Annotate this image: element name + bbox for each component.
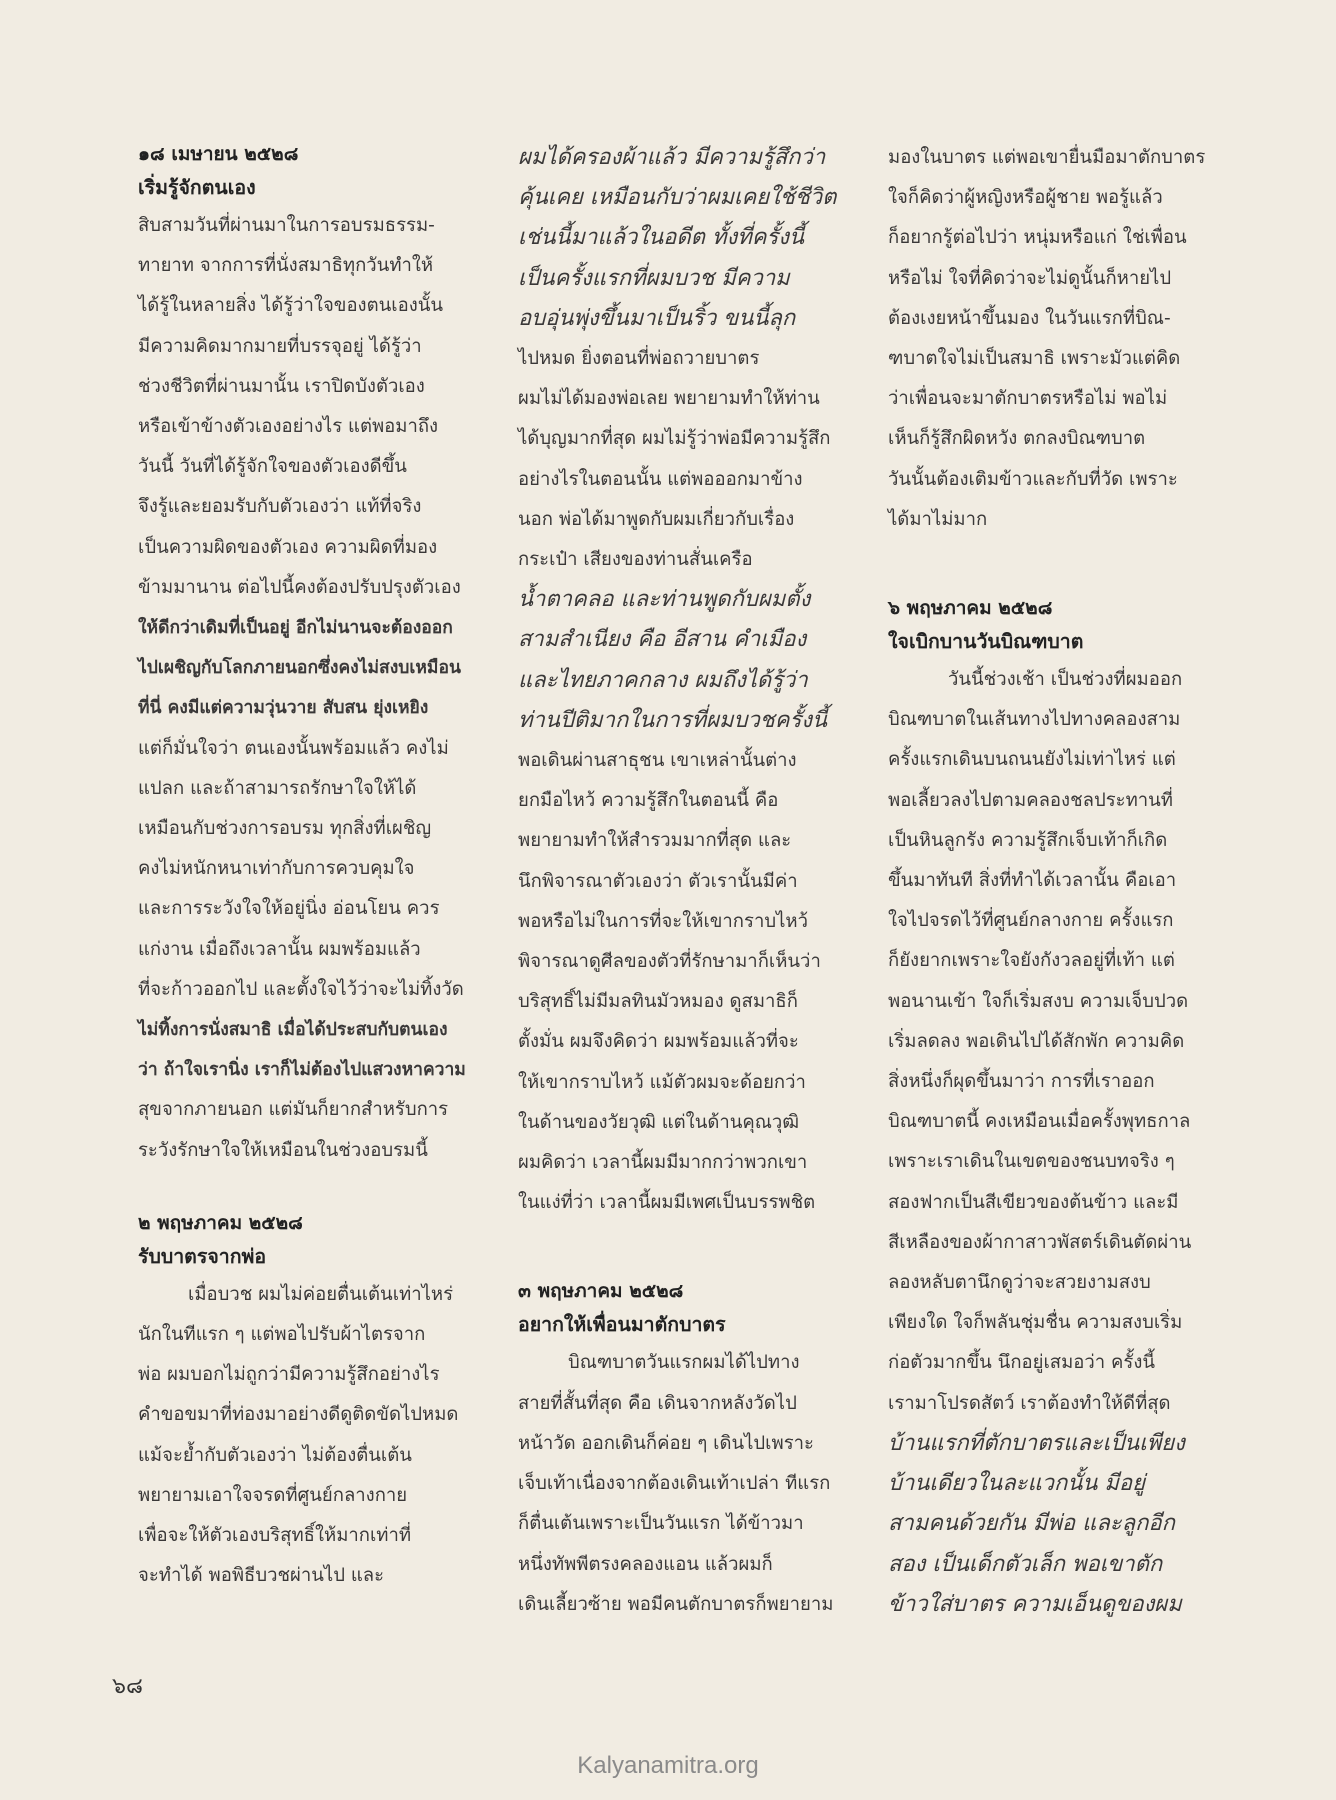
text-line: ครั้งแรกเดินบนถนนยังไม่เท่าไหร่ แต่ xyxy=(888,749,1176,771)
text-line: สุขจากภายนอก แต่มันก็ยากสำหรับการ xyxy=(138,1099,449,1121)
text-line: สองฟากเป็นสีเขียวของต้นข้าว และมี xyxy=(888,1191,1179,1213)
text-line: ว่าเพื่อนจะมาตักบาตรหรือไม่ พอไม่ xyxy=(888,388,1168,410)
text-line: นึกพิจารณาตัวเองว่า ตัวเรานั้นมีค่า xyxy=(518,870,798,892)
entry-date: ๑๘ เมษายน ๒๕๒๘ xyxy=(138,143,299,165)
text-line: วันนั้นต้องเติมข้าวและกับที่วัด เพราะ xyxy=(888,468,1178,490)
text-line: ระวังรักษาใจให้เหมือนในช่วงอบรมนี้ xyxy=(138,1139,428,1161)
text-line: และการระวังใจให้อยู่นิ่ง อ่อนโยน ควร xyxy=(138,898,440,920)
text-line: เริ่มลดลง พอเดินไปได้สักพัก ความคิด xyxy=(888,1030,1185,1052)
text-line: เดินเลี้ยวซ้าย พอมีคนตักบาตรก็พยายาม xyxy=(518,1593,834,1615)
text-line: ก็ยังยากเพราะใจยังกังวลอยู่ที่เท้า แต่ xyxy=(888,950,1175,972)
entry-date: ๒ พฤษภาคม ๒๕๒๘ xyxy=(138,1211,303,1234)
text-line: ยกมือไหว้ ความรู้สึกในตอนนี้ คือ xyxy=(518,790,779,812)
text-line: พอเดินผ่านสาธุชน เขาเหล่านั้นต่าง xyxy=(518,750,797,772)
text-line: มีความคิดมากมายที่บรรจุอยู่ ได้รู้ว่า xyxy=(138,335,422,357)
text-line: พยายามเอาใจจรดที่ศูนย์กลางกาย xyxy=(138,1484,408,1506)
text-line: ได้รู้ในหลายสิ่ง ได้รู้ว่าใจของตนเองนั้น xyxy=(138,295,444,317)
text-line: ในด้านของวัยวุฒิ แต่ในด้านคุณวุฒิ xyxy=(518,1111,800,1133)
text-line: ฑบาตใจไม่เป็นสมาธิ เพราะมัวแต่คิด xyxy=(888,348,1181,370)
text-line: ผมไม่ได้มองพ่อเลย พยายามทำให้ท่าน xyxy=(518,388,820,410)
text-line: พยายามทำให้สำรวมมากที่สุด และ xyxy=(518,830,792,852)
entry-heading: อยากให้เพื่อนมาตักบาตร xyxy=(518,1313,726,1337)
text-line: หนึ่งทัพพีตรงคลองแอน แล้วผมก็ xyxy=(518,1553,773,1575)
text-line: ก็อยากรู้ต่อไปว่า หนุ่มหรือแก่ ใช่เพื่อน xyxy=(888,227,1187,249)
text-line: จะทำได้ พอพิธีบวชผ่านไป และ xyxy=(138,1565,385,1587)
text-line: เมื่อบวช ผมไม่ค่อยตื่นเต้นเท่าไหร่ xyxy=(188,1283,454,1305)
text-line: ก่อตัวมากขึ้น นึกอยู่เสมอว่า ครั้งนี้ xyxy=(888,1352,1156,1374)
text-line: สีเหลืองของผ้ากาสาวพัสตร์เดินตัดผ่าน xyxy=(888,1231,1192,1253)
watermark: Kalyanamitra.org xyxy=(577,1752,759,1779)
text-line: พอนานเข้า ใจก็เริ่มสงบ ความเจ็บปวด xyxy=(888,990,1189,1012)
text-line-italic: ท่านปีติมากในการที่ผมบวชครั้งนี้ xyxy=(518,707,828,733)
text-line: สิ่งหนึ่งก็ผุดขึ้นมาว่า การที่เราออก xyxy=(888,1071,1155,1093)
text-line-italic: บ้านแรกที่ตักบาตรและเป็นเพียง xyxy=(888,1430,1185,1456)
page-number: ๖๘ xyxy=(112,1674,143,1699)
text-line-bold: ไปเผชิญกับโลกภายนอกซึ่งคงไม่สงบเหมือน xyxy=(138,658,461,679)
text-line: คงไม่หนักหนาเท่ากับการควบคุมใจ xyxy=(138,858,415,880)
text-line: กระเป๋า เสียงของท่านสั่นเครือ xyxy=(518,549,753,571)
text-line: บิณฑบาตนี้ คงเหมือนเมื่อครั้งพุทธกาล xyxy=(888,1111,1191,1133)
text-line: นอก พ่อได้มาพูดกับผมเกี่ยวกับเรื่อง xyxy=(518,508,795,530)
text-line-bold: ไม่ทิ้งการนั่งสมาธิ เมื่อได้ประสบกับตนเอง xyxy=(138,1020,448,1041)
text-line: ในแง่ที่ว่า เวลานี้ผมมีเพศเป็นบรรพชิต xyxy=(518,1192,816,1214)
text-line: ให้เขากราบไหว้ แม้ตัวผมจะด้อยกว่า xyxy=(518,1071,806,1093)
entry-heading: เริ่มรู้จักตนเอง xyxy=(138,176,256,199)
text-line: หรือเข้าข้างตัวเองอย่างไร แต่พอมาถึง xyxy=(138,416,439,438)
text-line: หรือไม่ ใจที่คิดว่าจะไม่ดูนั้นก็หายไป xyxy=(888,267,1172,289)
text-line-italic: คุ้นเคย เหมือนกับว่าผมเคยใช้ชีวิต xyxy=(518,185,837,211)
text-line: ช่วงชีวิตที่ผ่านมานั้น เราปิดบังตัวเอง xyxy=(138,375,425,397)
text-line-italic: บ้านเดียวในละแวกนั้น มีอยู่ xyxy=(888,1471,1146,1497)
text-line: พิจารณาดูศีลของตัวที่รักษามาก็เห็นว่า xyxy=(518,951,821,973)
text-line: ต้องเงยหน้าขึ้นมอง ในวันแรกที่บิณ- xyxy=(888,307,1171,329)
text-line: หน้าวัด ออกเดินก็ค่อย ๆ เดินไปเพราะ xyxy=(518,1432,814,1454)
text-line: เป็นความผิดของตัวเอง ความผิดที่มอง xyxy=(138,536,438,558)
text-line: สิบสามวันที่ผ่านมาในการอบรมธรรม- xyxy=(138,215,435,236)
text-line: วันนี้ วันที่ได้รู้จักใจของตัวเองดีขึ้น xyxy=(138,456,407,478)
text-line: ก็ตื่นเต้นเพราะเป็นวันแรก ได้ข้าวมา xyxy=(518,1513,804,1535)
text-line: เหมือนกับช่วงการอบรม ทุกสิ่งที่เผชิญ xyxy=(138,818,432,840)
text-line: ได้บุญมากที่สุด ผมไม่รู้ว่าพ่อมีความรู้สึก xyxy=(518,428,831,450)
text-line: ทายาท จากการที่นั่งสมาธิทุกวันทำให้ xyxy=(138,255,434,277)
text-line: พอหรือไม่ในการที่จะให้เขากราบไหว้ xyxy=(518,910,808,932)
text-line: บิณฑบาตในเส้นทางไปทางคลองสาม xyxy=(888,709,1181,731)
text-line-italic: อบอุ่นพุ่งขึ้นมาเป็นริ้ว ขนนี้ลุก xyxy=(518,305,796,331)
text-line: เพียงใด ใจก็พลันชุ่มชื่น ความสงบเริ่ม xyxy=(888,1312,1183,1334)
entry-date: ๓ พฤษภาคม ๒๕๒๘ xyxy=(518,1280,684,1303)
text-line: ได้มาไม่มาก xyxy=(888,508,988,530)
text-line: เรามาโปรดสัตว์ เราต้องทำให้ดีที่สุด xyxy=(888,1392,1171,1414)
text-line: แม้จะย้ำกับตัวเองว่า ไม่ต้องตื่นเต้น xyxy=(138,1444,412,1466)
text-line: คำขอขมาที่ท่องมาอย่างดีดูติดขัดไปหมด xyxy=(138,1404,459,1426)
text-line: แปลก และถ้าสามารถรักษาใจให้ได้ xyxy=(138,777,417,799)
entry-date: ๖ พฤษภาคม ๒๕๒๘ xyxy=(888,597,1053,620)
text-line-italic: สามคนด้วยกัน มีพ่อ และลูกอีก xyxy=(888,1511,1175,1537)
text-line: เป็นหินลูกรัง ความรู้สึกเจ็บเท้าก็เกิด xyxy=(888,829,1168,851)
text-line-italic: ข้าวใส่บาตร ความเอ็นดูของผม xyxy=(888,1591,1182,1617)
text-line: บริสุทธิ์ไม่มีมลทินมัวหมอง ดูสมาธิก็ xyxy=(518,991,798,1013)
text-line-italic: สามสำเนียง คือ อีสาน คำเมือง xyxy=(518,627,807,653)
text-line: พอเลี้ยวลงไปตามคลองชลประทานที่ xyxy=(888,789,1173,811)
text-line: ขึ้นมาทันที สิ่งที่ทำได้เวลานั้น คือเอา xyxy=(888,870,1177,892)
text-line-bold: ให้ดีกว่าเดิมที่เป็นอยู่ อีกไม่นานจะต้องออก xyxy=(138,618,453,639)
text-line: พ่อ ผมบอกไม่ถูกว่ามีความรู้สึกอย่างไร xyxy=(138,1364,440,1386)
text-line: อย่างไรในตอนนั้น แต่พอออกมาข้าง xyxy=(518,468,803,490)
text-line: เห็นก็รู้สึกผิดหวัง ตกลงบิณฑบาต xyxy=(888,428,1146,450)
text-line: มองในบาตร แต่พอเขายื่นมือมาตักบาตร xyxy=(888,147,1206,168)
text-line-italic: เป็นครั้งแรกที่ผมบวช มีความ xyxy=(518,265,790,291)
text-line: บิณฑบาตวันแรกผมได้ไปทาง xyxy=(568,1352,800,1374)
text-line: เพราะเราเดินในเขตของชนบทจริง ๆ xyxy=(888,1151,1175,1173)
text-line: สายที่สั้นที่สุด คือ เดินจากหลังวัดไป xyxy=(518,1392,797,1414)
text-line: นักในทีแรก ๆ แต่พอไปรับผ้าไตรจาก xyxy=(138,1324,426,1346)
text-line: เพื่อจะให้ตัวเองบริสุทธิ์ให้มากเท่าที่ xyxy=(138,1525,412,1547)
column-2 xyxy=(518,138,858,1625)
column-1 xyxy=(138,138,478,1597)
text-line: แต่ก็มั่นใจว่า ตนเองนั้นพร้อมแล้ว คงไม่ xyxy=(138,737,449,759)
text-line: ใจไปจรดไว้ที่ศูนย์กลางกาย ครั้งแรก xyxy=(888,910,1174,932)
text-line-bold: ที่นี่ คงมีแต่ความวุ่นวาย สับสน ยุ่งเหยิง xyxy=(138,698,429,719)
text-line: ข้ามมานาน ต่อไปนี้คงต้องปรับปรุงตัวเอง xyxy=(138,576,461,598)
text-line: ใจก็คิดว่าผู้หญิงหรือผู้ชาย พอรู้แล้ว xyxy=(888,187,1163,209)
text-line: เจ็บเท้าเนื่องจากต้องเดินเท้าเปล่า ทีแรก xyxy=(518,1473,831,1495)
text-line: ไปหมด ยิ่งตอนที่พ่อถวายบาตร xyxy=(518,348,760,370)
text-line: ผมคิดว่า เวลานี้ผมมีมากกว่าพวกเขา xyxy=(518,1152,808,1174)
text-line: แก่งาน เมื่อถึงเวลานั้น ผมพร้อมแล้ว xyxy=(138,938,421,960)
text-line-italic: น้ำตาคลอ และท่านพูดกับผมตั้ง xyxy=(518,587,811,613)
text-line-italic: เช่นนี้มาแล้วในอดีต ทั้งที่ครั้งนี้ xyxy=(518,225,805,251)
text-line-italic: สอง เป็นเด็กตัวเล็ก พอเขาตัก xyxy=(888,1551,1163,1577)
text-line: ลองหลับตานึกดูว่าจะสวยงามสงบ xyxy=(888,1272,1151,1294)
entry-heading: รับบาตรจากพ่อ xyxy=(138,1244,267,1268)
text-line-bold: ว่า ถ้าใจเรานิ่ง เราก็ไม่ต้องไปแสวงหาความ xyxy=(138,1060,466,1081)
text-line-italic: ผมได้ครองผ้าแล้ว มีความรู้สึกว่า xyxy=(518,145,826,170)
text-line: จึงรู้และยอมรับกับตัวเองว่า แท้ที่จริง xyxy=(138,496,422,518)
text-line: ตั้งมั่น ผมจึงคิดว่า ผมพร้อมแล้วที่จะ xyxy=(518,1031,799,1053)
column-3 xyxy=(888,138,1218,1625)
text-line-italic: และไทยภาคกลาง ผมถึงได้รู้ว่า xyxy=(518,667,808,693)
entry-heading: ใจเบิกบานวันบิณฑบาต xyxy=(888,630,1084,654)
text-line: ที่จะก้าวออกไป และตั้งใจไว้ว่าจะไม่ทิ้งวัด xyxy=(138,978,464,1000)
text-line: วันนี้ช่วงเช้า เป็นช่วงที่ผมออก xyxy=(948,669,1183,691)
